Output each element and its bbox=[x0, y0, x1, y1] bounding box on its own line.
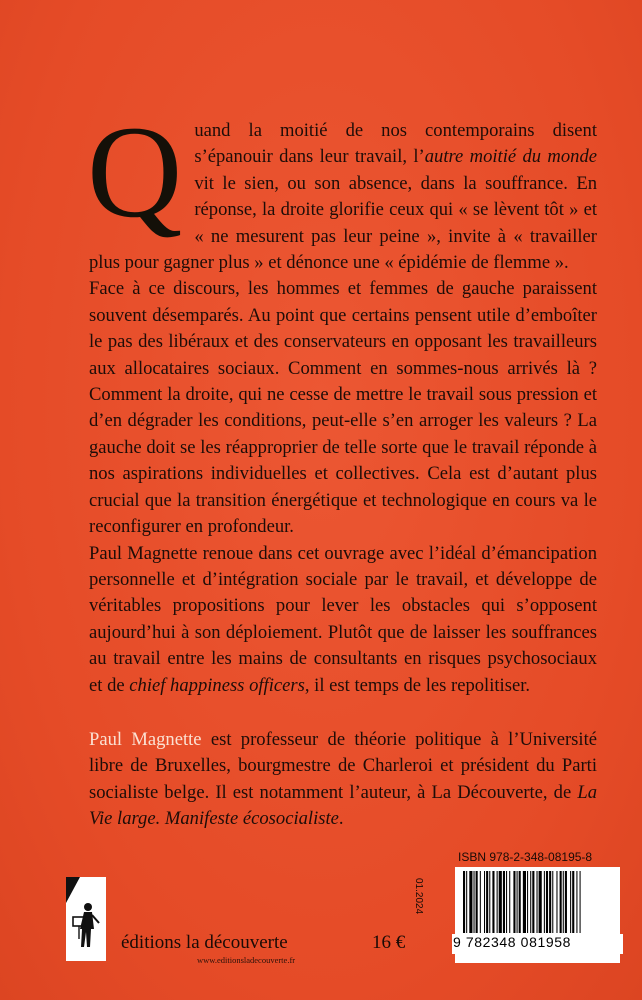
barcode-bar bbox=[486, 871, 488, 933]
author-bio-text-b: . bbox=[338, 808, 344, 830]
barcode-bar bbox=[560, 871, 562, 933]
paragraph-2: Face à ce discours, les hommes et femmes de gauche paraissent souvent désemparés. Au point que certains pensent utile d’emboîter le pas des libéraux et des conservateurs en opposant les travailleurs aux allocataires sociaux. Comment en sommes-nous arrivés là ? Comment la droite, qui ne cesse de mettre le travail sous pression et d’en dégrader les conditions, peut-elle s’en arroger les valeurs ? La gauche doit se les réapproprier de telle sorte que le travail réponde à nos aspirations individuelles et collectives. Cela est d’autant plus crucial que la transition énergétique et technologique en cours va le reconfigurer en profondeur. bbox=[89, 278, 597, 538]
barcode-bar bbox=[572, 871, 574, 933]
isbn-label: ISBN 978-2-348-08195-8 bbox=[458, 850, 593, 864]
barcode-bar bbox=[532, 871, 534, 933]
barcode-bar bbox=[463, 871, 465, 933]
barcode-bar bbox=[537, 871, 538, 933]
barcode-bar bbox=[576, 871, 577, 933]
barcode-bar bbox=[499, 871, 502, 933]
barcode-bar bbox=[509, 871, 510, 933]
barcode-bar bbox=[519, 871, 521, 933]
barcode-bar bbox=[469, 871, 472, 933]
barcode-bar bbox=[527, 871, 528, 933]
paragraph-1-text-a: uand la moitié de nos contemporains disent s’épanouir dans leur travail, l’ bbox=[194, 120, 597, 168]
author-name: Paul Magnette bbox=[89, 728, 202, 750]
barcode-bar bbox=[544, 871, 545, 933]
barcode-bar bbox=[565, 871, 567, 933]
barcode-bar bbox=[513, 871, 515, 933]
publisher-website: www.editionsladecouverte.fr bbox=[197, 955, 296, 965]
author-bio bbox=[89, 727, 597, 833]
book-title: La Vie large. Manifeste écosocialiste bbox=[89, 781, 597, 830]
barcode-bar bbox=[497, 871, 498, 933]
paragraph-3-text-b: , il est temps de les repolitiser. bbox=[304, 674, 531, 696]
paragraph-1 bbox=[87, 98, 598, 276]
barcode-bar bbox=[492, 871, 494, 933]
price: 16 € bbox=[372, 932, 406, 953]
barcode-bar bbox=[563, 871, 564, 933]
barcode-bar bbox=[523, 871, 526, 933]
paragraph-3 bbox=[89, 541, 597, 699]
date-code: 01.2024 bbox=[413, 878, 424, 915]
barcode-bar bbox=[580, 871, 581, 933]
barcode-bar bbox=[556, 871, 557, 933]
barcode-digits: 9 782348 081958 bbox=[452, 934, 623, 954]
paragraph-3-text-a: Paul Magnette renoue dans cet ouvrage avec l’idéal d’émancipation personnelle et d’intégration sociale par le travail, et développe de véritables propositions pour lever les obstacles qui s’opposent aujourd’hui à son déploiement. Plutôt que de laisser les souffrances au travail entre les mains de consultants en risques psychosociaux et de bbox=[89, 542, 597, 696]
publisher-name: éditions la découverte bbox=[121, 932, 288, 953]
barcode-bar bbox=[546, 871, 548, 933]
barcode-bar bbox=[476, 871, 478, 933]
publisher-logo bbox=[66, 877, 106, 961]
barcode-bar bbox=[549, 871, 551, 933]
figure-icon bbox=[66, 877, 106, 961]
barcode-bar bbox=[506, 871, 507, 933]
barcode-bar bbox=[484, 871, 485, 933]
drop-cap: Q bbox=[87, 98, 183, 245]
barcode-bar bbox=[489, 871, 490, 933]
barcode-bars bbox=[455, 867, 620, 937]
barcode-bar bbox=[480, 871, 481, 933]
paragraph-1-italic: autre moitié du monde bbox=[424, 146, 598, 168]
barcode-bar bbox=[517, 871, 518, 933]
blurb bbox=[87, 98, 598, 833]
paragraph-3-italic: chief happiness officers bbox=[129, 674, 305, 696]
barcode-bar bbox=[474, 871, 475, 933]
author-bio-text-a: est professeur de théorie politique à l’Université libre de Bruxelles, bourgmestre de Charleroi et président du Parti socialiste belge. Il est notamment l’auteur, à La Découverte, de bbox=[89, 728, 597, 803]
paragraph-1-text-b: vit le sien, ou son absence, dans la souffrance. En réponse, la droite glorifie ceux qui « se lèvent tôt » et « ne mesurent pas leur peine », invite à « travailler plus pour gagner plus » et dénonce une « épidémie de flemme ». bbox=[89, 172, 597, 274]
barcode-bar bbox=[503, 871, 505, 933]
barcode-bar bbox=[570, 871, 571, 933]
barcode-bar bbox=[530, 871, 531, 933]
barcode-bar bbox=[466, 871, 467, 933]
barcode-bar bbox=[539, 871, 542, 933]
barcode-bar bbox=[552, 871, 553, 933]
